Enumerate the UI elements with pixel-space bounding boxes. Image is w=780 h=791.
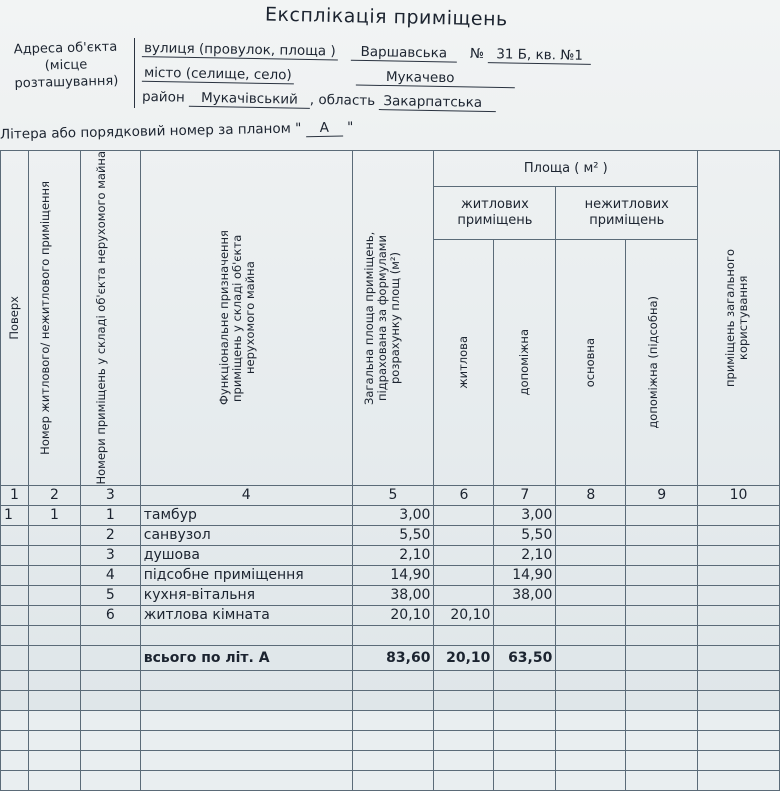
table-row: 4 підсобне приміщення 14,90 14,90 xyxy=(1,565,780,585)
header-floor: Поверх xyxy=(1,151,29,486)
document-title: Експлікація приміщень xyxy=(264,3,508,31)
total-area: 83,60 xyxy=(352,645,434,670)
street-value: Варшавська xyxy=(350,44,457,63)
explication-table xyxy=(0,150,780,791)
address-label: Адреса об'єкта (місце розташування) xyxy=(13,39,119,92)
city-value: Мукачево xyxy=(356,68,515,88)
total-living: 20,10 xyxy=(434,645,494,670)
total-row xyxy=(1,645,780,670)
street-line xyxy=(142,40,591,64)
table-row: 2 санвузол 5,50 5,50 xyxy=(1,525,780,545)
district-label: район xyxy=(141,88,185,106)
letter-label: Літера або порядковий номер за планом " xyxy=(0,120,302,143)
header-living: житлова xyxy=(434,240,494,485)
total-aux: 63,50 xyxy=(494,645,556,670)
table-row: 1 1 1 тамбур 3,00 3,00 xyxy=(1,505,780,525)
letter-close: " xyxy=(346,119,354,136)
district-value: Мукачівський xyxy=(189,90,310,109)
header-aux: допоміжна xyxy=(494,240,556,485)
number-label: № xyxy=(469,45,485,63)
header-room-nos: Номери приміщень у складі об'єкта нерухомого майна xyxy=(80,151,140,486)
table-row-empty xyxy=(1,730,780,750)
header-area-group: Площа ( м² ) xyxy=(434,151,698,187)
table-row-empty xyxy=(1,750,780,770)
header-apt-no: Номер житлового/ нежитлового приміщення xyxy=(28,151,80,486)
district-line xyxy=(142,89,496,111)
city-label: місто (селище, село) xyxy=(142,65,294,85)
column-numbers-row: 1 2 3 4 5 6 7 8 9 10 xyxy=(1,485,780,505)
table-row: 6 житлова кімната 20,10 20,10 xyxy=(1,605,780,625)
street-label: вулиця (провулок, площа ) xyxy=(142,40,338,60)
header-residential-group: житлових приміщень xyxy=(434,187,556,240)
header-aux-basement: допоміжна (підсобна) xyxy=(626,240,698,485)
header-purpose: Функціональне призначення приміщень у складі об'єкта нерухомого майна xyxy=(140,151,352,486)
total-label: всього по літ. А xyxy=(140,645,352,670)
city-line xyxy=(142,65,515,87)
number-value: 31 Б, кв. №1 xyxy=(488,46,591,65)
table-row: 5 кухня-вітальня 38,00 38,00 xyxy=(1,585,780,605)
header-common: приміщень загального користування xyxy=(698,151,780,486)
header-main: основна xyxy=(556,240,626,485)
region-label: , область xyxy=(309,91,376,109)
header-total-area: Загальна площа приміщень, підрахована за формулами розрахунку площ (м²) xyxy=(352,151,434,486)
table-row-empty xyxy=(1,670,780,690)
table-row-empty xyxy=(1,625,780,645)
table-row-empty xyxy=(1,710,780,730)
header-nonresidential-group: нежитлових приміщень xyxy=(556,187,698,240)
region-value: Закарпатська xyxy=(379,93,496,112)
letter-line xyxy=(0,119,354,142)
letter-value: А xyxy=(305,120,343,138)
table-row-empty xyxy=(1,690,780,710)
table-row-empty xyxy=(1,770,780,790)
table-row: 3 душова 2,10 2,10 xyxy=(1,545,780,565)
